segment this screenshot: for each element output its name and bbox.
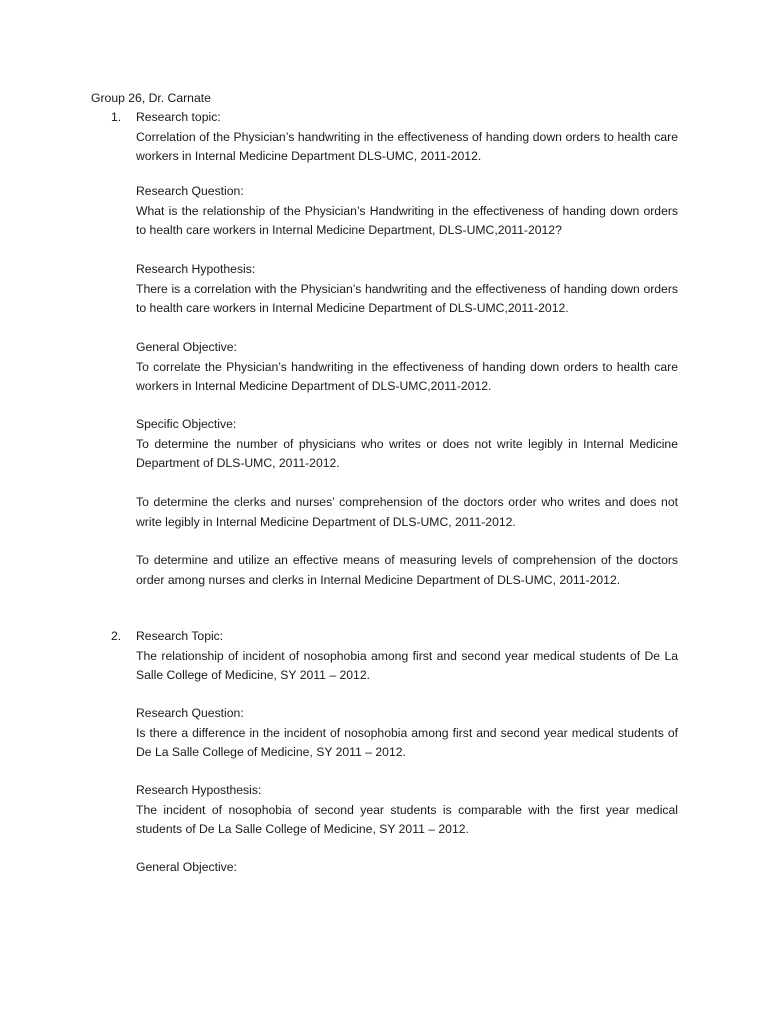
section-text: Is there a difference in the incident of nosophobia among first and second year medical students of De La Salle College of Medicine, SY 2011 – 2012. — [136, 725, 678, 759]
item-1-number: 1. — [111, 110, 122, 124]
section-label: Specific Objective: — [136, 417, 237, 431]
section-text: The incident of nosophobia of second year students is comparable with the first year medical students of De La Salle College of Medicine, SY 2011 – 2012. — [136, 802, 678, 836]
item-1-specific-objective-2 — [136, 493, 678, 532]
item-2-number: 2. — [111, 629, 122, 643]
section-label: Research Question: — [136, 706, 244, 720]
item-1-research-question — [136, 182, 678, 241]
section-label: Research Question: — [136, 184, 244, 198]
section-text: To determine and utilize an effective means of measuring levels of comprehension of the doctors order among nurses and clerks in Internal Medicine Department of DLS-UMC, 2011-2012. — [136, 553, 678, 587]
item-1-specific-objective — [136, 415, 678, 474]
item-1-research-topic — [136, 108, 678, 167]
section-text: To determine the number of physicians who writes or does not write legibly in Internal Medicine Department of DLS-UMC, 2011-2012. — [136, 436, 678, 470]
section-text: Correlation of the Physician’s handwriting in the effectiveness of handing down orders to health care workers in Internal Medicine Department DLS-UMC, 2011-2012. — [136, 129, 678, 163]
item-1-general-objective — [136, 338, 678, 397]
item-2-general-objective — [136, 858, 678, 878]
item-1-research-hypothesis — [136, 260, 678, 319]
document-header: Group 26, Dr. Carnate — [91, 91, 211, 105]
section-text: The relationship of incident of nosophobia among first and second year medical students of De La Salle College of Medicine, SY 2011 – 2012. — [136, 648, 678, 682]
section-label: Research Hyposthesis: — [136, 783, 262, 797]
section-label: Research Hypothesis: — [136, 262, 256, 276]
section-text: What is the relationship of the Physician’s Handwriting in the effectiveness of handing down orders to health care workers in Internal Medicine Department, DLS-UMC,2011-2012? — [136, 203, 678, 237]
section-label: Research topic: — [136, 110, 221, 124]
section-text: There is a correlation with the Physician’s handwriting and the effectiveness of handing down orders to health care workers in Internal Medicine Department of DLS-UMC,2011-2012. — [136, 281, 678, 315]
item-2-research-question — [136, 704, 678, 763]
item-2-research-topic — [136, 627, 678, 686]
section-label: General Objective: — [136, 340, 237, 354]
section-text: To correlate the Physician’s handwriting in the effectiveness of handing down orders to health care workers in Internal Medicine Department of DLS-UMC,2011-2012. — [136, 359, 678, 393]
section-label: General Objective: — [136, 860, 237, 874]
section-label: Research Topic: — [136, 629, 224, 643]
section-text: To determine the clerks and nurses’ comprehension of the doctors order who writes and does not write legibly in Internal Medicine Department of DLS-UMC, 2011-2012. — [136, 495, 678, 529]
item-2-research-hypothesis — [136, 781, 678, 840]
item-1-specific-objective-3 — [136, 551, 678, 590]
